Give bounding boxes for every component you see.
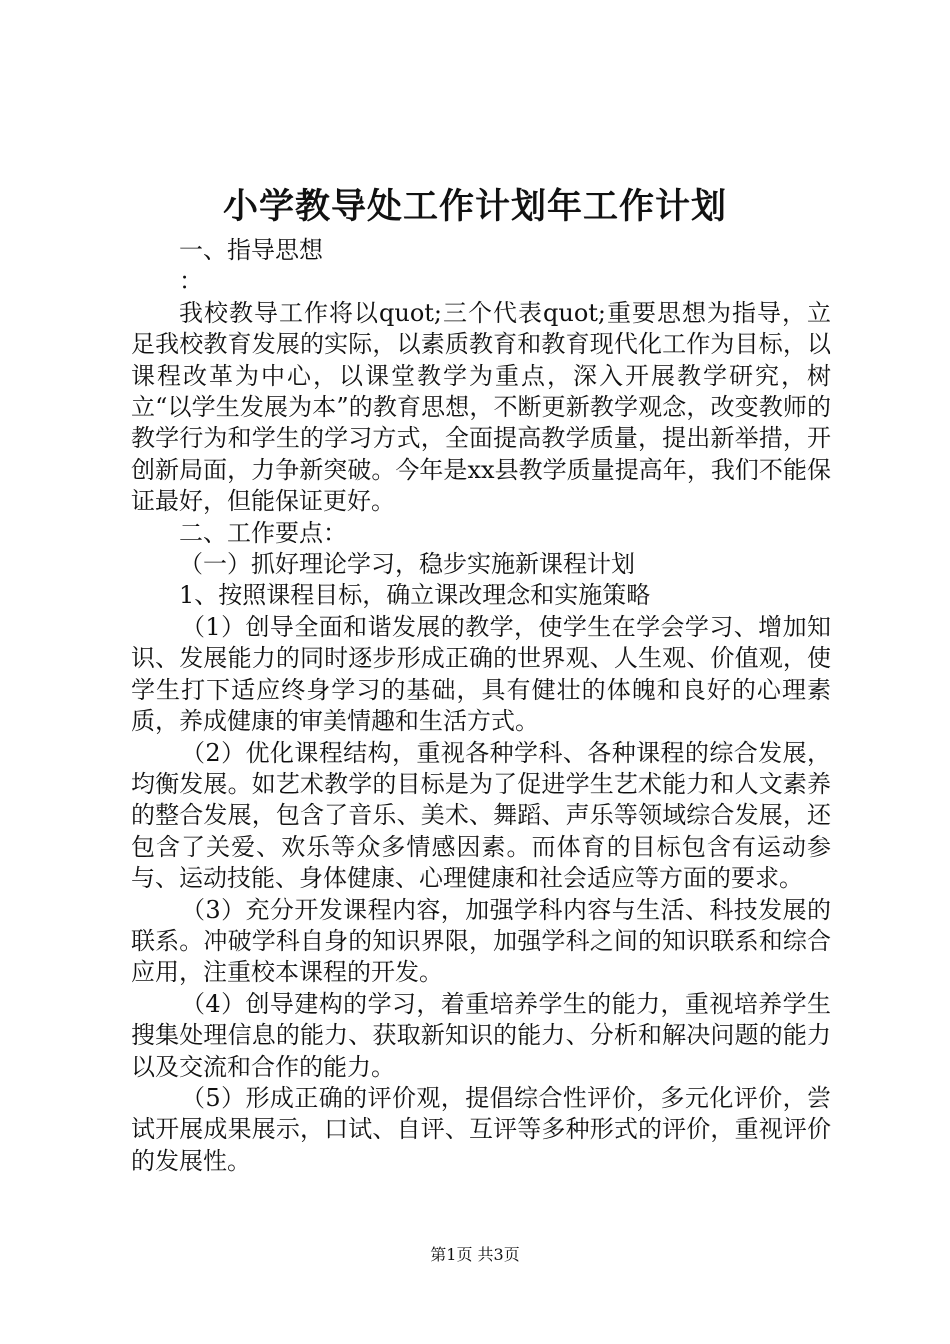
section-heading-guiding-thought: 一、指导思想 [179, 236, 323, 264]
subheading-course-goals: 1、按照课程目标，确立课改理念和实施策略 [179, 581, 651, 610]
paragraph-item-3: （3）充分开发课程内容，加强学科内容与生活、科技发展的联系。冲破学科自身的知识界限，加强学科之间的知识联系和综合应用，注重校本课程的开发。 [131, 895, 831, 987]
paragraph-item-4: （4）创导建构的学习，着重培养学生的能力，重视培养学生搜集处理信息的能力、获取新知识的能力、分析和解决问题的能力以及交流和合作的能力。 [131, 989, 831, 1081]
document-body [131, 235, 831, 1177]
colon-line: ： [179, 267, 203, 296]
paragraph-guiding-thought: 我校教导工作将以quot;三个代表quot;重要思想为指导，立足我校教育发展的实际，以素质教育和教育现代化工作为目标，以课程改革为中心，以课堂教学为重点，深入开展教学研究，树立“以学生发展为本”的教育思想，不断更新教学观念，改变教师的教学行为和学生的学习方式，全面提高教学质量，提出新举措，开创新局面，力争新突破。今年是xx县教学质量提高年，我们不能保证最好，但能保证更好。 [131, 298, 831, 516]
page-number-footer: 第1页 共3页 [430, 1245, 520, 1264]
document-title: 小学教导处工作计划年工作计划 [222, 186, 727, 227]
subheading-theory-study: （一）抓好理论学习，稳步实施新课程计划 [179, 550, 635, 579]
section-heading-work-points: 二、工作要点： [179, 518, 347, 547]
paragraph-item-5: （5）形成正确的评价观，提倡综合性评价，多元化评价，尝试开展成果展示，口试、自评、互评等多种形式的评价，重视评价的发展性。 [131, 1083, 831, 1175]
paragraph-item-2: （2）优化课程结构，重视各种学科、各种课程的综合发展，均衡发展。如艺术教学的目标是为了促进学生艺术能力和人文素养的整合发展，包含了音乐、美术、舞蹈、声乐等领域综合发展，还包含了关爱、欢乐等众多情感因素。而体育的目标包含有运动参与、运动技能、身体健康、心理健康和社会适应等方面的要求。 [131, 738, 831, 893]
paragraph-item-1: （1）创导全面和谐发展的教学，使学生在学会学习、增加知识、发展能力的同时逐步形成正确的世界观、人生观、价值观，使学生打下适应终身学习的基础，具有健壮的体魄和良好的心理素质，养成健康的审美情趣和生活方式。 [131, 612, 831, 736]
